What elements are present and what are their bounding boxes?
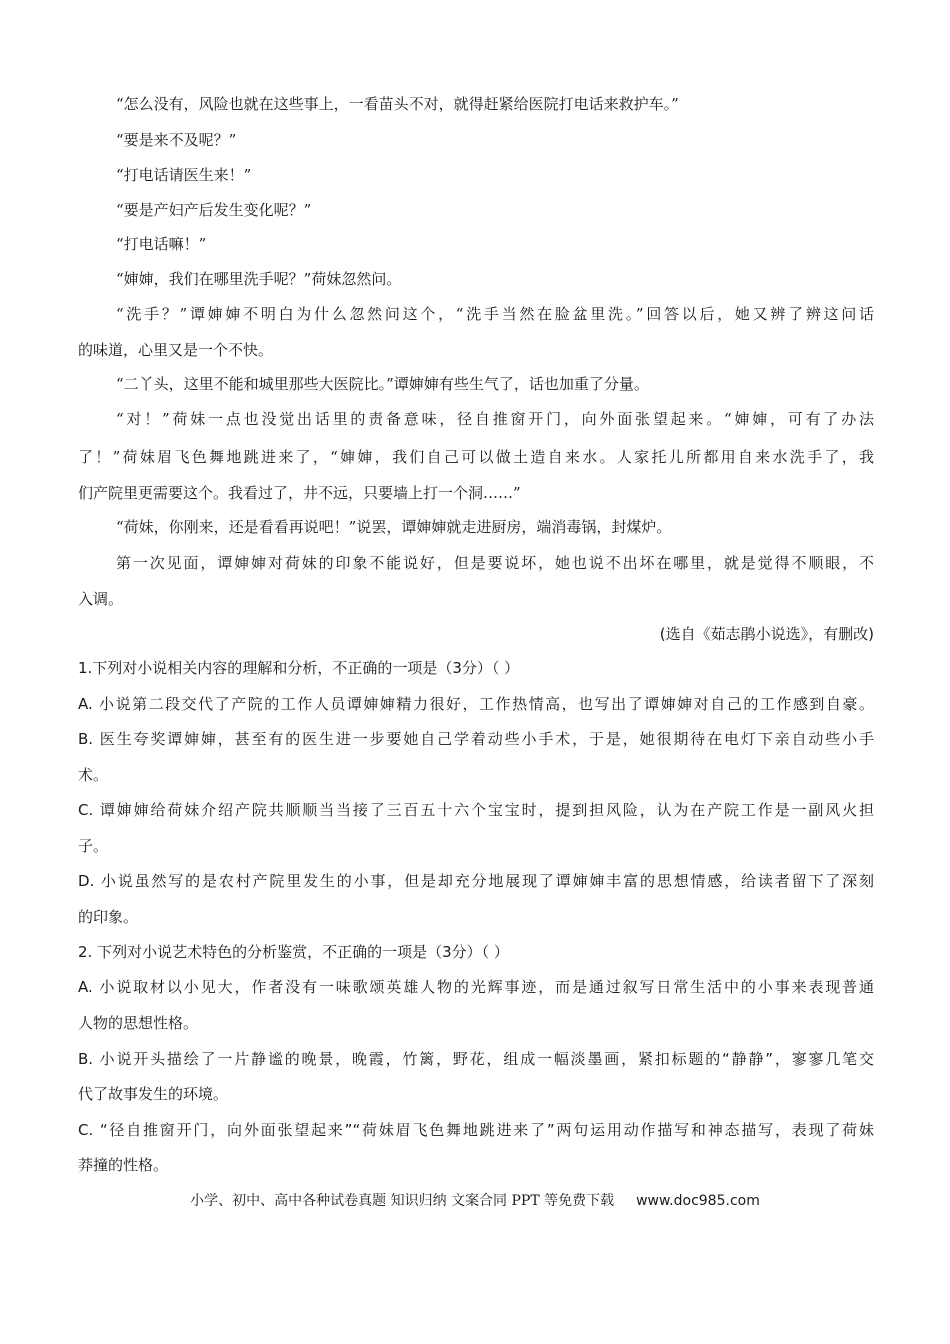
- passage-paragraph: “打电话嘛！”: [116, 235, 207, 253]
- passage-paragraph: “洗手？”谭婶婶不明白为什么忽然问这个，“洗手当然在脸盆里洗。”回答以后，她又辨了辨这问话: [116, 305, 874, 323]
- passage-paragraph: “要是来不及呢？”: [116, 131, 237, 149]
- question-2-stem: 2. 下列对小说艺术特色的分析鉴赏，不正确的一项是（3分）（ ）: [78, 943, 509, 961]
- question-1-option-a: A. 小说第二段交代了产院的工作人员谭婶婶精力很好，工作热情高，也写出了谭婶婶对自己的工作感到自豪。: [78, 695, 874, 713]
- passage-paragraph-cont: 们产院里更需要这个。我看过了，井不远，只要墙上打一个洞……”: [78, 484, 521, 502]
- footer-url[interactable]: www.doc985.com: [636, 1193, 760, 1209]
- source-citation: (选自《茹志鹃小说选》，有删改): [659, 625, 874, 643]
- question-2-option-a: A. 小说取材以小见大，作者没有一味歌颂英雄人物的光辉事迹，而是通过叙写日常生活中的小事来表现普通: [78, 978, 874, 996]
- passage-paragraph: “二丫头，这里不能和城里那些大医院比。”谭婶婶有些生气了，话也加重了分量。: [116, 375, 649, 393]
- passage-paragraph: “打电话请医生来！”: [116, 166, 252, 184]
- question-2-option-a-cont: 人物的思想性格。: [78, 1014, 199, 1032]
- question-1-option-d-cont: 的印象。: [78, 908, 139, 926]
- question-1-option-d: D. 小说虽然写的是农村产院里发生的小事，但是却充分地展现了谭婶婶丰富的思想情感，给读者留下了深刻: [78, 872, 874, 890]
- question-1-option-b: B. 医生夸奖谭婶婶，甚至有的医生进一步要她自己学着动些小手术，于是，她很期待在电灯下亲自动些小手: [78, 730, 874, 748]
- question-1-stem: 1.下列对小说相关内容的理解和分析，不正确的一项是（3分）（ ）: [78, 659, 520, 677]
- question-1-option-c-cont: 子。: [78, 837, 109, 855]
- question-2-option-b-cont: 代了故事发生的环境。: [78, 1085, 229, 1103]
- passage-paragraph-cont: 了！”荷妹眉飞色舞地跳进来了，“婶婶，我们自己可以做土造自来水。人家托儿所都用自来水洗手了，我: [78, 448, 874, 466]
- passage-paragraph: “婶婶，我们在哪里洗手呢？”荷妹忽然问。: [116, 270, 402, 288]
- passage-paragraph: “要是产妇产后发生变化呢？”: [116, 201, 312, 219]
- question-2-option-c-cont: 莽撞的性格。: [78, 1156, 169, 1174]
- footer-text: 小学、初中、高中各种试卷真题 知识归纳 文案合同 PPT 等免费下载: [190, 1193, 615, 1209]
- passage-paragraph-cont: 的味道，心里又是一个不快。: [78, 341, 274, 359]
- passage-paragraph: “怎么没有，风险也就在这些事上，一看苗头不对，就得赶紧给医院打电话来救护车。”: [116, 95, 679, 113]
- question-1-option-b-cont: 术。: [78, 766, 109, 784]
- question-1-option-c: C. 谭婶婶给荷妹介绍产院共顺顺当当接了三百五十六个宝宝时，提到担风险，认为在产院工作是一副风火担: [78, 801, 874, 819]
- passage-paragraph: “对！”荷妹一点也没觉出话里的责备意味，径自推窗开门，向外面张望起来。“婶婶，可有了办法: [116, 410, 874, 428]
- question-2-option-b: B. 小说开头描绘了一片静谧的晚景，晚霞，竹篱，野花，组成一幅淡墨画，紧扣标题的“静静”，寥寥几笔交: [78, 1050, 874, 1068]
- passage-paragraph: 第一次见面，谭婶婶对荷妹的印象不能说好，但是要说坏，她也说不出坏在哪里，就是觉得不顺眼，不: [116, 554, 874, 572]
- page-footer: [0, 1191, 950, 1211]
- passage-paragraph: “荷妹，你刚来，还是看看再说吧！”说罢，谭婶婶就走进厨房，端消毒锅，封煤炉。: [116, 518, 672, 536]
- passage-paragraph-cont: 入调。: [78, 590, 124, 608]
- question-2-option-c: C. “径自推窗开门，向外面张望起来”“荷妹眉飞色舞地跳进来了”两句运用动作描写和神态描写，表现了荷妹: [78, 1121, 874, 1139]
